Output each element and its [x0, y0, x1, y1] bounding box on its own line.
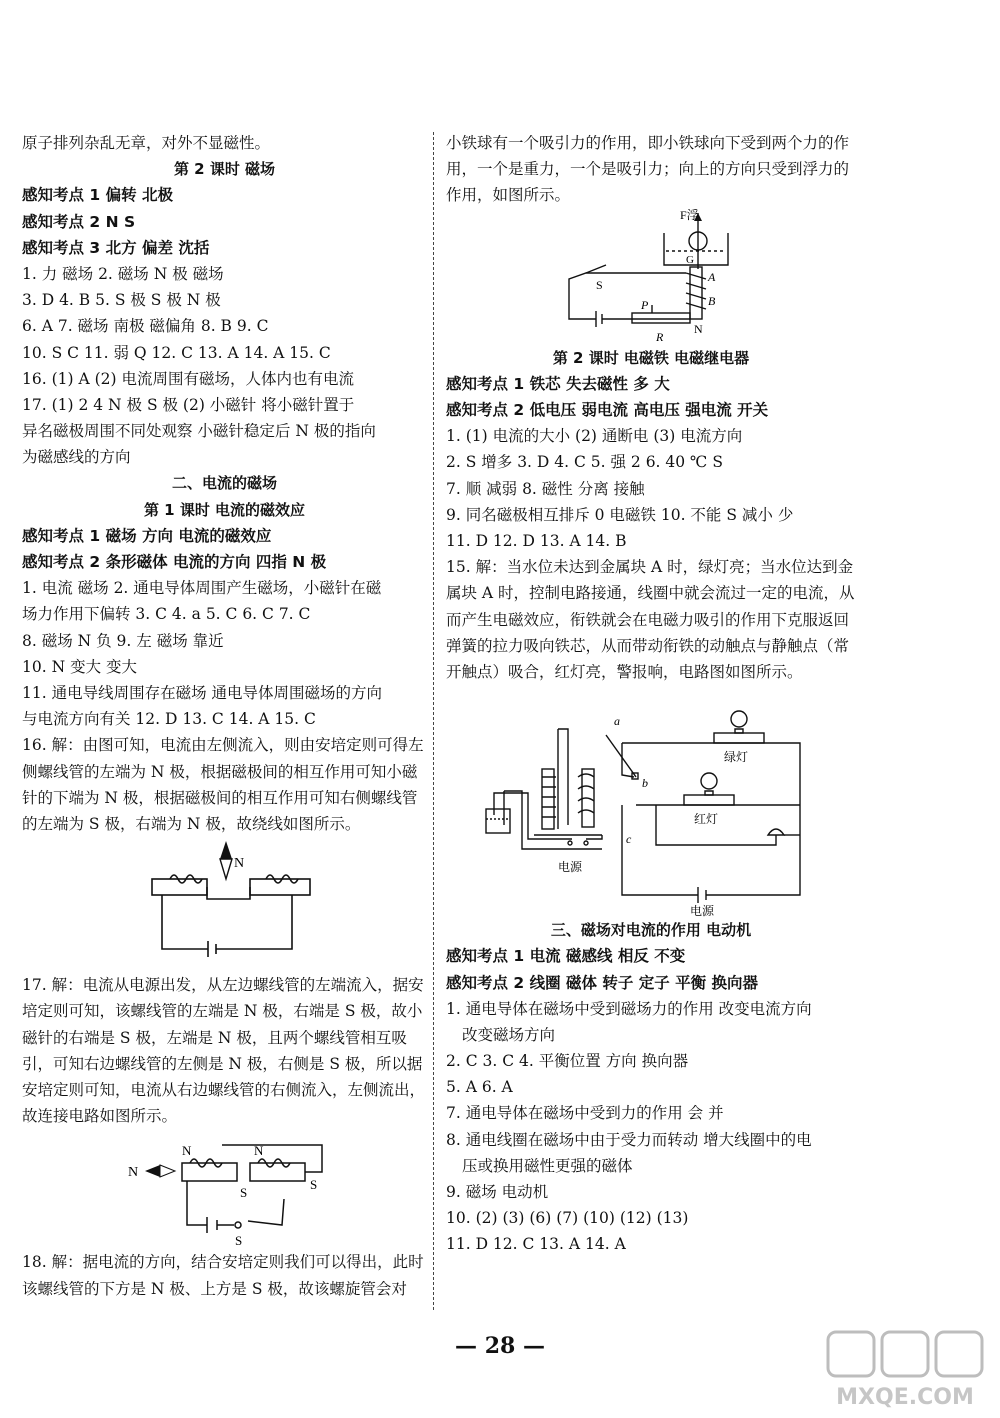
- answer-paragraph: 17. 解：电流从电源出发，从左边螺线管的左端流入，据安培定则可知，该螺线管的左端是 N 极，右端是 S 极，故小磁针的右端是 S 极，左端是 N 极，且两个螺线管相互吸引，可知右边螺线管的左侧是 N 极，右侧是 S 极，所以据安培定则可知，电流从右边螺线管的右侧流入，左侧流出，故连接电路如图所示。: [22, 976, 426, 1126]
- text-line: 5. A 6. A: [446, 1078, 513, 1097]
- text-line: 3. D 4. B 5. S 极 S 极 N 极: [22, 291, 221, 310]
- text-line: 为磁感线的方向: [22, 448, 131, 467]
- red-lamp-label: 红灯: [694, 812, 719, 827]
- power-label: 电源: [558, 860, 583, 875]
- text-line: 感知考点 1 偏转 北极: [22, 186, 173, 205]
- answer-paragraph: 18. 解：据电流的方向，结合安培定则我们可以得出，此时该螺线管的下方是 N 极、上方是 S 极，故该螺旋管会对: [22, 1253, 424, 1298]
- column-divider: [433, 132, 435, 1310]
- text-line: 异名磁极周围不同处观察 小磁针稳定后 N 极的指向: [22, 422, 376, 441]
- text-line: 压或换用磁性更强的磁体: [462, 1156, 633, 1175]
- text-line: 感知考点 3 北方 偏差 沈括: [22, 238, 210, 257]
- point-label: A: [708, 269, 716, 284]
- pole-label: N: [254, 1143, 264, 1159]
- section-heading: 第 1 课时 电流的磁效应: [143, 500, 306, 519]
- page-number: — 28 —: [455, 1333, 545, 1359]
- pole-label: S: [240, 1185, 248, 1201]
- text-line: 1. 通电导体在磁场中受到磁场力的作用 改变电流方向: [446, 999, 812, 1018]
- pole-label: S: [310, 1177, 318, 1193]
- resistor-label: R: [656, 329, 664, 344]
- answer-paragraph: 15. 解：当水位未达到金属块 A 时，绿灯亮；当水位达到金属块 A 时，控制电路接通，线圈中就会流过一定的电流，从而产生电磁效应，衔铁就会在电磁力吸引的作用下克服返回弹簧的拉力吸向铁芯，从而带动衔铁的动触点与静触点（常开触点）吸合，红灯亮，警报响，电路图如图所示。: [446, 558, 855, 681]
- power-label: 电源: [690, 904, 715, 918]
- text-line: 1. 电流 磁场 2. 通电导体周围产生磁场，小磁针在磁: [22, 579, 382, 598]
- text-line: 11. D 12. D 13. A 14. B: [446, 531, 627, 550]
- gravity-label: G: [686, 253, 694, 266]
- section-heading: 第 2 课时 磁场: [173, 160, 276, 179]
- contact-label: a: [614, 714, 620, 729]
- chapter-heading: 二、电流的磁场: [171, 474, 277, 493]
- text-line: 2. C 3. C 4. 平衡位置 方向 换向器: [446, 1052, 689, 1071]
- text-line: 感知考点 2 低电压 弱电流 高电压 强电流 开关: [446, 400, 769, 419]
- text-line: 8. 磁场 N 负 9. 左 磁场 靠近: [22, 631, 224, 650]
- text-line: 7. 通电导体在磁场中受到力的作用 会 并: [446, 1104, 724, 1123]
- solenoid-figure-1: [22, 837, 427, 972]
- switch-label: S: [596, 277, 603, 292]
- text-line: 1. 力 磁场 2. 磁场 N 极 磁场: [22, 264, 224, 283]
- text-line: 1. (1) 电流的大小 (2) 通断电 (3) 电流方向: [446, 427, 743, 446]
- pole-label: N: [234, 856, 245, 872]
- text-line: 9. 磁场 电动机: [446, 1183, 549, 1201]
- text-line: 6. A 7. 磁场 南极 磁偏角 8. B 9. C: [22, 317, 269, 336]
- text-line: 感知考点 1 电流 磁感线 相反 不变: [446, 947, 686, 966]
- watermark-logo: [820, 1328, 990, 1413]
- text-line: 原子排列杂乱无章，对外不显磁性。: [22, 134, 271, 152]
- text-line: 感知考点 1 铁芯 失去磁性 多 大: [446, 374, 670, 393]
- text-line: 10. N 变大 变大: [22, 657, 137, 676]
- text-line: 感知考点 1 磁场 方向 电流的磁效应: [22, 526, 272, 545]
- text-line: 感知考点 2 条形磁体 电流的方向 四指 N 极: [22, 553, 327, 571]
- text-line: 感知考点 2 N S: [22, 212, 136, 231]
- text-line: 10. S C 11. 弱 Q 12. C 13. A 14. A 15. C: [22, 343, 331, 362]
- chapter-heading: 三、磁场对电流的作用 电动机: [550, 921, 752, 940]
- point-label: B: [708, 293, 716, 308]
- buoyancy-circuit-figure: [446, 209, 856, 345]
- text-line: 8. 通电线圈在磁场中由于受力而转动 增大线圈中的电: [446, 1130, 812, 1149]
- text-line: 10. (2) (3) (6) (7) (10) (12) (13): [446, 1209, 689, 1228]
- text-line: 11. 通电导线周围存在磁场 通电导体周围磁场的方向: [22, 683, 383, 702]
- text-line: 11. D 12. C 13. A 14. A: [446, 1235, 626, 1254]
- section-heading: 第 2 课时 电磁铁 电磁继电器: [552, 348, 750, 367]
- pole-label: N: [694, 321, 703, 336]
- pole-label: N: [128, 1165, 139, 1181]
- text-line: 感知考点 2 线圈 磁体 转子 定子 平衡 换向器: [446, 973, 759, 992]
- answer-paragraph: 16. 解：由图可知，电流由左侧流入，则由安培定则可得左侧螺线管的左端为 N 极，根据磁极间的相互作用可知小磁针的下端为 N 极，根据磁极间的相互作用可知右侧螺线管的左端为 S 极，右端为 N 极，故绕线如图所示。: [22, 736, 424, 833]
- text-line: 改变磁场方向: [462, 1025, 556, 1044]
- text-line: 场力作用下偏转 3. C 4. a 5. C 6. C 7. C: [22, 605, 311, 624]
- text-line: 16. (1) A (2) 电流周围有磁场，人体内也有电流: [22, 369, 354, 388]
- pole-label: N: [182, 1143, 192, 1159]
- relay-circuit-figure: [446, 685, 856, 917]
- slider-label: P: [641, 297, 649, 312]
- text-line: 2. S 增多 3. D 4. C 5. 强 2 6. 40 ℃ S: [446, 453, 723, 472]
- text-line: 7. 顺 减弱 8. 磁性 分离 接触: [446, 479, 645, 498]
- svg-text:MXQE.COM: MXQE.COM: [836, 1385, 974, 1410]
- text-line: 17. (1) 2 4 N 极 S 极 (2) 小磁针 将小磁针置于: [22, 395, 355, 414]
- right-column: [446, 130, 856, 1258]
- left-column: [22, 130, 427, 1302]
- text-line: 与电流方向有关 12. D 13. C 14. A 15. C: [22, 710, 316, 729]
- green-lamp-label: 绿灯: [724, 750, 749, 765]
- force-label: F浮: [680, 208, 699, 222]
- text-line: 9. 同名磁极相互排斥 0 电磁铁 10. 不能 S 减小 少: [446, 505, 794, 524]
- contact-label: c: [626, 832, 632, 847]
- solenoid-figure-2: [22, 1129, 427, 1249]
- switch-label: S: [235, 1233, 243, 1249]
- answer-paragraph: 小铁球有一个吸引力的作用，即小铁球向下受到两个力的作用，一个是重力，一个是吸引力；向上的方向只受到浮力的作用，如图所示。: [446, 134, 850, 205]
- contact-label: b: [642, 776, 648, 791]
